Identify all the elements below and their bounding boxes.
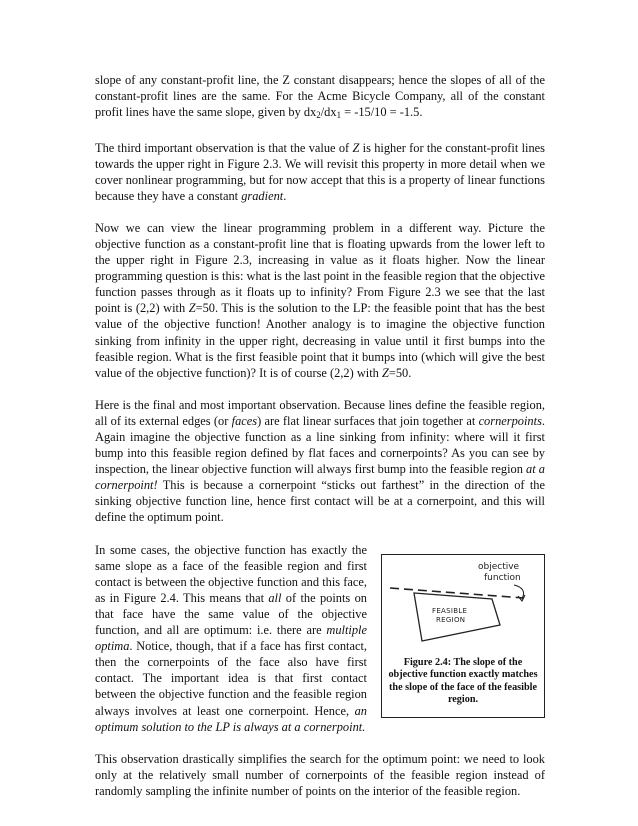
figure-2-4 [381, 554, 545, 718]
paragraph-multiple-optima [95, 542, 367, 735]
text-run: In some cases, the objective function has exactly the same slope as a face of the feasible region and first contact is between the objective function and this face, as in Figure 2.4. This means that [95, 542, 367, 605]
italic-variable: Z [352, 140, 360, 155]
subscript: 2 [316, 110, 321, 121]
italic-variable: Z [381, 365, 389, 380]
figure-sketch [382, 555, 546, 655]
figure-section [95, 542, 545, 735]
text-run: The third important observation is that the value of [95, 140, 353, 155]
italic-term: cornerpoints [478, 413, 542, 428]
text-run: ) are flat linear surfaces that join together at [257, 413, 479, 428]
document-page [95, 72, 545, 815]
figure-label-function: function [484, 572, 521, 583]
text-run: . Notice, though, that if a face has first contact, then the cornerpoints of the face also have first contact. The important idea is that first contact between the objective function and the feasible region always involves at least one cornerpoint. Hence, [95, 639, 367, 718]
figure-label-feasible: FEASIBLE [432, 606, 468, 615]
text-run: . Again imagine the objective function as a line sinking from infinity: where will it first bump into this feasible region defined by flat faces and cornerpoints? As you can see by inspection, the linear objective function will always first bump into the feasible region [95, 413, 545, 477]
italic-term: at a cornerpoint! [95, 462, 545, 493]
italic-term: an optimum solution to the LP is always at a cornerpoint. [95, 703, 367, 734]
text-run: . [283, 188, 287, 203]
figure-label-objective: objective [478, 561, 520, 572]
paragraph-lp-view [95, 220, 545, 381]
italic-term: gradient [241, 188, 284, 203]
paragraph-conclusion: This observation drastically simplifies the search for the optimum point: we need to look only at the relatively small number of cornerpoints of the feasible region instead of randomly sampling the infinite number of points on the interior of the feasible region. [95, 751, 545, 798]
paragraph-final-observation [95, 397, 545, 526]
figure-caption: Figure 2.4: The slope of the objective function exactly matches the slope of the face of the feasible region. [388, 656, 538, 706]
text-run: This is because a cornerpoint “sticks out farthest” in the direction of the sinking objective function line, hence first contact will be at a cornerpoint, and this will define the optimum point. [95, 478, 545, 525]
italic-term: all [268, 590, 282, 605]
text-run: = -15/10 = -1.5. [341, 105, 423, 120]
italic-variable: Z [188, 301, 196, 316]
text-run: slope of any constant-profit line, the Z constant disappears; hence the slopes of all of the constant-profit lines are the same. For the Acme Bicycle Company, all of the constant profit lines have the same slope, given by dx [95, 73, 545, 120]
text-run: Here is the final and most important observation. Because lines define the feasible region, all of its external edges (or [95, 397, 545, 428]
italic-term: multiple optima [95, 623, 367, 654]
subscript: 1 [336, 110, 342, 121]
figure-label-region: REGION [436, 615, 466, 624]
paragraph-slope [95, 72, 545, 124]
text-run: =50. [388, 365, 412, 380]
text-run: /dx [320, 105, 337, 120]
text-run: Now we can view the linear programming problem in a different way. Picture the objective function as a constant-profit line that is floating upwards from the lower left to the upper right in Figure 2.3, increasing in value as it floats higher. Now the linear programming question is this: what is the last point in the feasible region that the objective function passes through as it floats up to infinity? From Figure 2.3 we see that the last point is (2,2) with [95, 220, 545, 316]
text-run: =50. This is the solution to the LP: the feasible point that has the best value of the objective function! Another analogy is to imagine the objective function sinking from infinity in the upper right, decreasing in value until it first bumps into the feasible region. What is the first feasible point that it bumps into (which will give the best value of the objective function)? It is of course (2,2) with [95, 301, 545, 380]
paragraph-third-observation [95, 140, 545, 204]
text-run: of the points on that face have the same value of the objective function, and all are optimum: i.e. there are [95, 590, 367, 638]
italic-term: faces [231, 413, 258, 428]
text-run: is higher for the constant-profit lines towards the upper right in Figure 2.3. We will revisit this property in more detail when we cover nonlinear programming, but for now accept that this is a property of linear functions because they have a constant [95, 140, 545, 203]
